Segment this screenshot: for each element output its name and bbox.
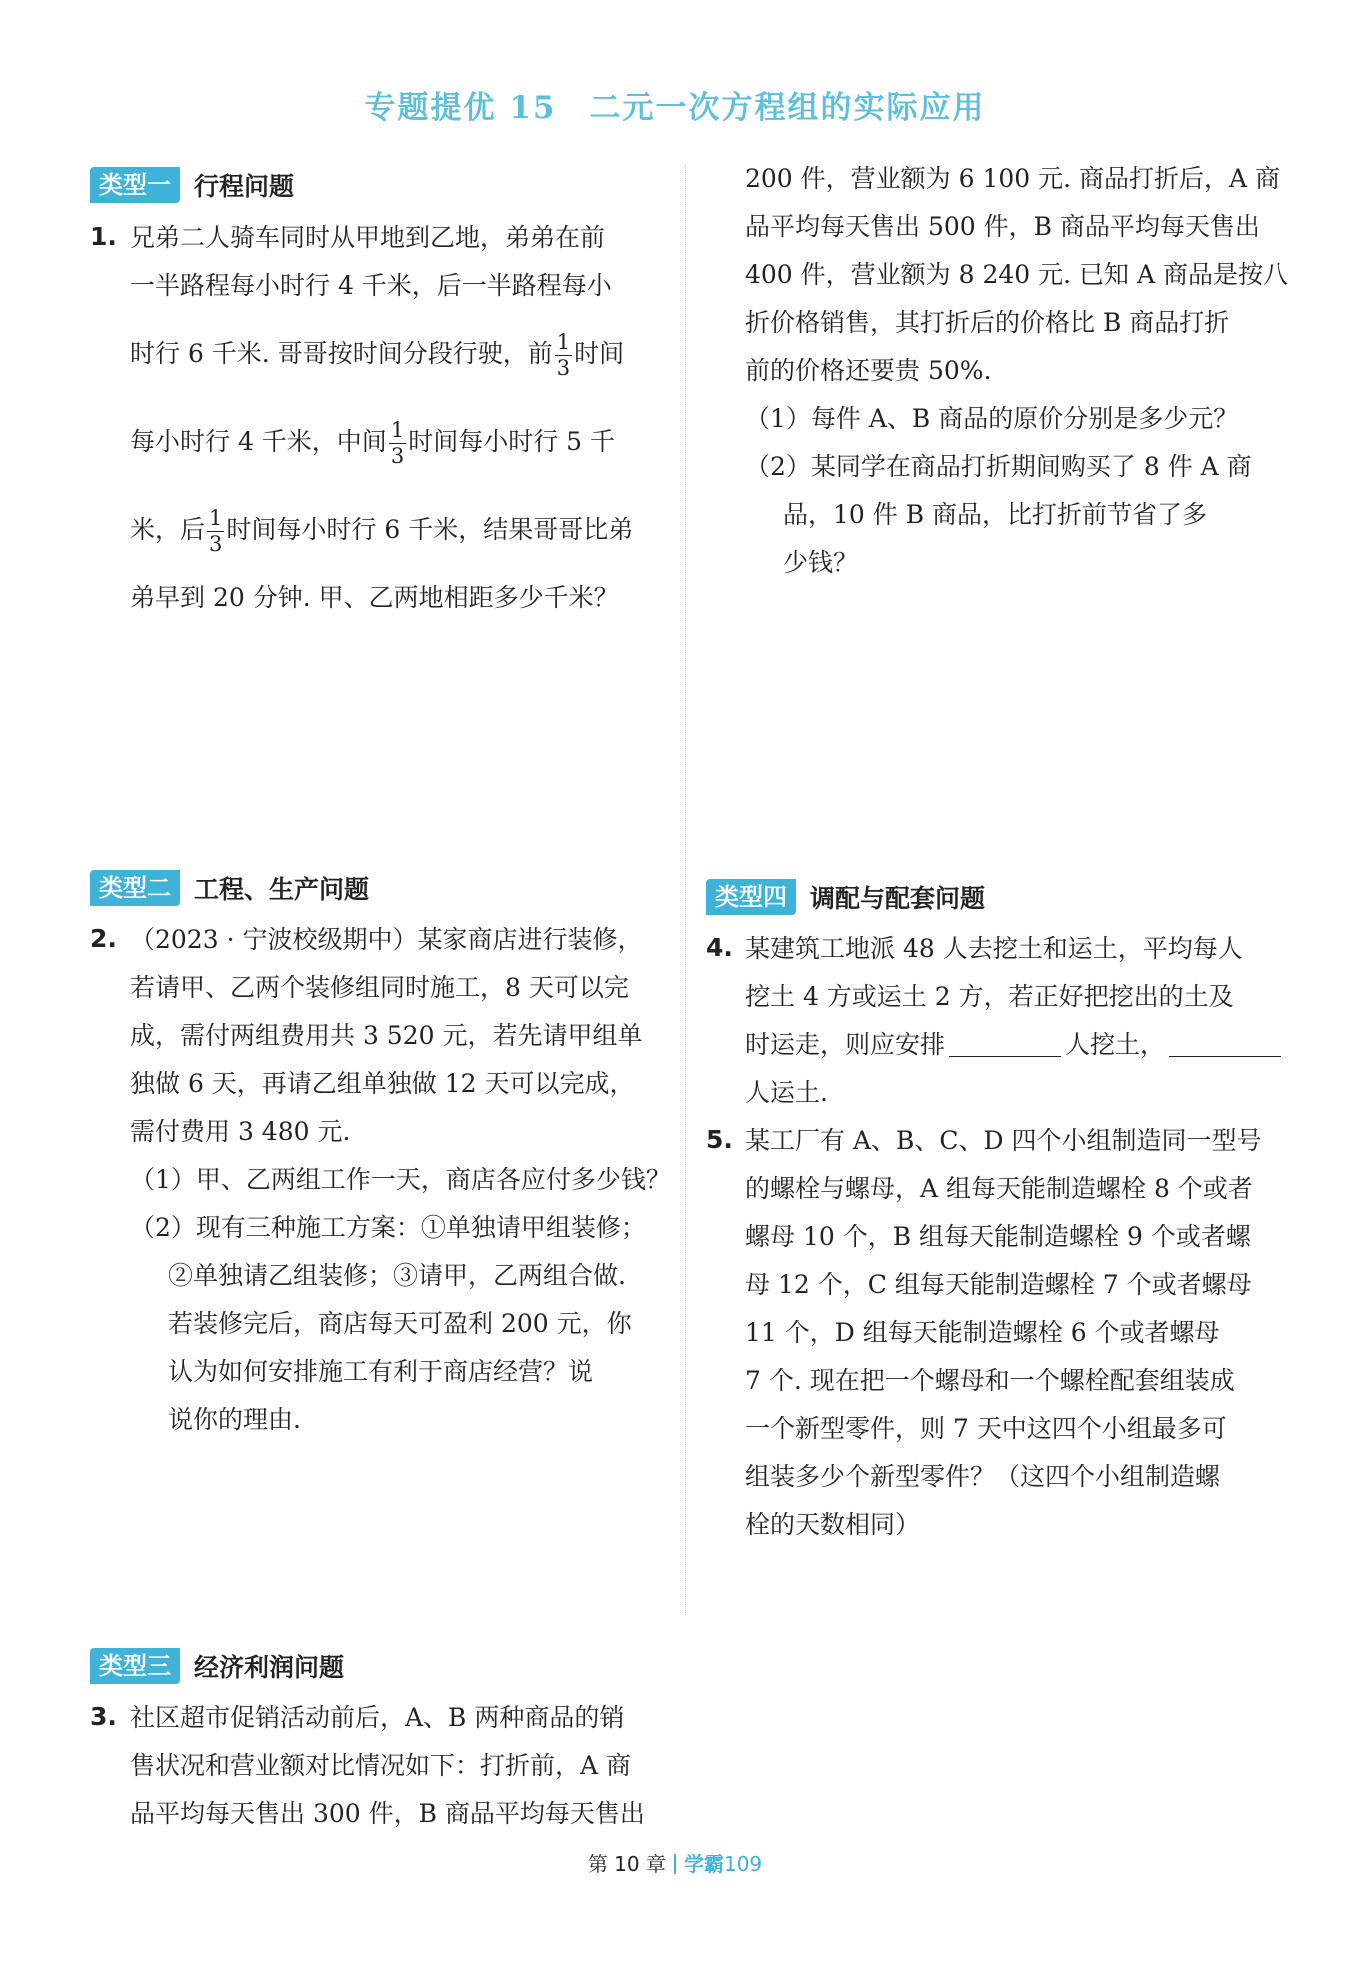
fraction-one-third	[555, 332, 572, 379]
section-4-header	[706, 879, 985, 915]
q1-line-5	[130, 486, 633, 574]
fraction-denominator: 3	[556, 356, 571, 380]
q3-sub-2b: 品，10 件 B 商品，比打折前节省了多	[783, 500, 1208, 529]
q1-line-6: 弟早到 20 分钟. 甲、乙两地相距多少千米？	[130, 583, 619, 612]
q2-line-5: 需付费用 3 480 元.	[130, 1117, 351, 1146]
q2-line-2: 若请甲、乙两个装修组同时施工，8 天可以完	[130, 973, 629, 1002]
footer-chapter: 第 10 章	[587, 1852, 666, 1876]
q5-line-4: 母 12 个，C 组每天能制造螺栓 7 个或者螺母	[745, 1270, 1252, 1299]
q3-cont-3: 400 件，营业额为 8 240 元. 已知 A 商品是按八	[745, 260, 1288, 289]
question-3-number: 3.	[90, 1702, 117, 1731]
q3-cont-5: 前的价格还要贵 50%.	[745, 356, 992, 385]
question-4	[745, 925, 1285, 1117]
q5-line-2: 的螺栓与螺母，A 组每天能制造螺栓 8 个或者	[745, 1174, 1253, 1203]
q3-cont-4: 折价格销售，其打折后的价格比 B 商品打折	[745, 308, 1230, 337]
q4-line-1: 某建筑工地派 48 人去挖土和运土，平均每人	[745, 934, 1243, 963]
q3-line-1: 社区超市促销活动前后，A、B 两种商品的销	[130, 1703, 625, 1732]
page-number: 109	[723, 1852, 763, 1876]
q2-sub-2c: 若装修完后，商店每天可盈利 200 元，你	[168, 1309, 632, 1338]
section-2-title: 工程、生产问题	[194, 875, 370, 904]
section-1-title: 行程问题	[194, 172, 295, 201]
q5-line-1: 某工厂有 A、B、C、D 四个小组制造同一型号	[745, 1126, 1262, 1155]
q3-sub-2c: 少钱？	[783, 548, 859, 577]
q2-sub-1: （1）甲、乙两组工作一天，商店各应付多少钱？	[130, 1165, 671, 1194]
q4-line-4: 人运土.	[745, 1078, 828, 1107]
q3-sub-2a: （2）某同学在商品打折期间购买了 8 件 A 商	[745, 452, 1252, 481]
question-5-number: 5.	[706, 1125, 733, 1154]
q5-line-3: 螺母 10 个，B 组每天能制造螺栓 9 个或者螺	[745, 1222, 1251, 1251]
question-4-number: 4.	[706, 933, 733, 962]
q3-cont-2: 品平均每天售出 500 件，B 商品平均每天售出	[745, 212, 1260, 241]
q4-line-2: 挖土 4 方或运土 2 方，若正好把挖出的土及	[745, 982, 1234, 1011]
column-divider	[685, 165, 686, 1615]
q3-line-2: 售状况和营业额对比情况如下：打折前，A 商	[130, 1751, 632, 1780]
q1-line-2: 一半路程每小时行 4 千米，后一半路程每小	[130, 271, 612, 300]
q2-sub-2a: （2）现有三种施工方案：①单独请甲组装修；	[130, 1213, 646, 1242]
q1-line-4	[130, 398, 633, 486]
section-2-header	[90, 870, 369, 906]
q3-sub-1: （1）每件 A、B 商品的原价分别是多少元？	[745, 404, 1239, 433]
section-3-tag: 类型三	[90, 1648, 180, 1684]
q2-sub-2b: ②单独请乙组装修；③请甲，乙两组合做.	[168, 1261, 626, 1290]
q4-line-3b: 人挖土，	[1065, 1030, 1166, 1059]
footer-separator	[674, 1854, 676, 1874]
q1-line-3a: 时行 6 千米. 哥哥按时间分段行驶，前	[130, 339, 553, 368]
fraction-numerator: 1	[209, 506, 223, 530]
q2-line-3: 成，需付两组费用共 3 520 元，若先请甲组单	[130, 1021, 643, 1050]
q1-line-5b: 时间每小时行 6 千米，结果哥哥比弟	[226, 515, 634, 544]
question-3-part-2	[745, 155, 1288, 587]
footer-brand: 学霸	[683, 1852, 724, 1876]
q1-line-4b: 时间每小时行 5 千	[408, 427, 615, 456]
section-4-tag: 类型四	[706, 879, 796, 915]
section-2-tag: 类型二	[90, 870, 180, 906]
answer-blank-2[interactable]	[1169, 1055, 1281, 1057]
q1-line-5a: 米，后	[130, 515, 206, 544]
q2-sub-2d: 认为如何安排施工有利于商店经营？说	[168, 1357, 594, 1386]
question-5	[745, 1117, 1262, 1549]
q2-line-4: 独做 6 天，再请乙组单独做 12 天可以完成，	[130, 1069, 635, 1098]
q5-line-6: 7 个. 现在把一个螺母和一个螺栓配套组装成	[745, 1366, 1235, 1395]
question-2-number: 2.	[90, 924, 117, 953]
section-4-title: 调配与配套问题	[810, 884, 986, 913]
q4-line-3	[745, 1021, 1285, 1069]
fraction-one-third	[389, 420, 406, 467]
page-title: 专题提优 15 二元一次方程组的实际应用	[364, 90, 986, 126]
q2-line-1: （2023 · 宁波校级期中）某家商店进行装修，	[130, 925, 643, 954]
question-1	[130, 214, 633, 622]
fraction-denominator: 3	[390, 444, 405, 468]
q5-line-8: 组装多少个新型零件？（这四个小组制造螺	[745, 1462, 1221, 1491]
question-1-number: 1.	[90, 222, 117, 251]
q2-sub-2e: 说你的理由.	[168, 1405, 301, 1434]
question-3-part-1	[130, 1694, 645, 1838]
q3-line-3: 品平均每天售出 300 件，B 商品平均每天售出	[130, 1799, 645, 1828]
section-1-tag: 类型一	[90, 167, 180, 203]
section-1-header	[90, 167, 294, 203]
answer-blank-1[interactable]	[949, 1055, 1061, 1057]
q4-line-3a: 时运走，则应安排	[745, 1030, 946, 1059]
q1-line-1: 兄弟二人骑车同时从甲地到乙地，弟弟在前	[130, 223, 606, 252]
fraction-denominator: 3	[209, 532, 223, 556]
q5-line-9: 栓的天数相同）	[745, 1510, 921, 1539]
q3-cont-1: 200 件，营业额为 6 100 元. 商品打折后，A 商	[745, 164, 1281, 193]
q1-line-4a: 每小时行 4 千米，中间	[130, 427, 387, 456]
q1-line-3	[130, 310, 633, 398]
section-3-header	[90, 1648, 344, 1684]
fraction-numerator: 1	[556, 330, 571, 354]
question-2	[130, 916, 671, 1444]
q5-line-5: 11 个，D 组每天能制造螺栓 6 个或者螺母	[745, 1318, 1220, 1347]
page-footer	[0, 1848, 1350, 1877]
section-3-title: 经济利润问题	[194, 1653, 345, 1682]
fraction-numerator: 1	[390, 418, 405, 442]
q1-line-3b: 时间	[574, 339, 625, 368]
q5-line-7: 一个新型零件，则 7 天中这四个小组最多可	[745, 1414, 1227, 1443]
fraction-one-third	[207, 508, 224, 555]
